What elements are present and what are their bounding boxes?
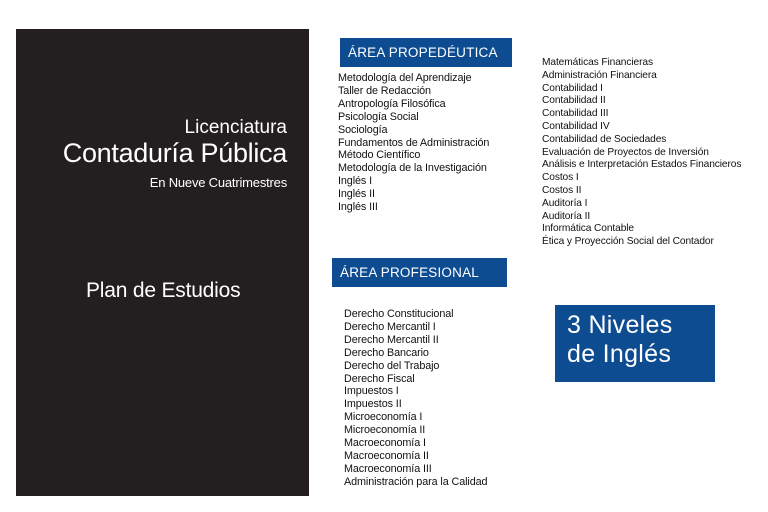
course-item: Metodología de la Investigación	[338, 162, 487, 175]
course-item: Impuestos I	[344, 385, 399, 398]
course-item: Contabilidad I	[542, 82, 603, 94]
profesional-course-list-continued	[542, 57, 741, 249]
course-item: Inglés III	[338, 201, 378, 214]
course-item: Administración Financiera	[542, 69, 657, 81]
course-item: Matemáticas Financieras	[542, 57, 653, 68]
course-item: Derecho Constitucional	[344, 308, 454, 320]
course-item: Metodología del Aprendizaje	[338, 72, 472, 84]
plan-title: Plan de Estudios	[86, 279, 241, 302]
course-item: Informática Contable	[542, 223, 635, 235]
course-item: Contabilidad II	[542, 95, 606, 107]
course-item: Auditoría I	[542, 197, 588, 209]
course-item: Macroeconomía I	[344, 437, 426, 450]
course-item: Costos II	[542, 184, 582, 196]
propedeutica-course-list	[338, 72, 489, 214]
course-item: Antropología Filosófica	[338, 97, 446, 110]
course-item: Derecho Mercantil I	[344, 320, 436, 333]
course-item: Contabilidad de Sociedades	[542, 133, 667, 145]
duration-label: En Nueve Cuatrimestres	[149, 175, 287, 190]
course-item: Fundamentos de Administración	[338, 136, 490, 149]
course-item: Análisis e Interpretación Estados Financieros	[542, 159, 742, 171]
course-item: Derecho Fiscal	[344, 372, 415, 385]
cover-panel	[16, 29, 309, 496]
course-item: Macroeconomía III	[344, 462, 432, 475]
course-item: Inglés I	[338, 175, 373, 188]
course-item: Auditoría II	[542, 210, 591, 222]
course-item: Sociología	[338, 123, 388, 136]
course-item: Derecho Mercantil II	[344, 333, 439, 346]
course-item: Taller de Redacción	[338, 84, 431, 97]
course-item: Ética y Proyección Social del Contador	[542, 236, 714, 248]
course-item: Derecho Bancario	[344, 346, 429, 359]
course-item: Impuestos II	[344, 398, 402, 411]
course-item: Evaluación de Proyectos de Inversión	[542, 146, 709, 158]
course-item: Costos I	[542, 172, 579, 184]
course-item: Inglés II	[338, 188, 375, 201]
course-item: Contabilidad III	[542, 108, 609, 120]
course-item: Administración para la Calidad	[344, 475, 488, 488]
profesional-header: ÁREA PROFESIONAL	[332, 258, 507, 287]
course-item: Microeconomía I	[344, 411, 423, 424]
english-badge-line1: 3 Niveles	[567, 311, 673, 339]
course-item: Método Científico	[338, 149, 421, 162]
course-item: Psicología Social	[338, 110, 419, 123]
career-title: Contaduría Pública	[62, 138, 287, 168]
degree-label: Licenciatura	[184, 117, 287, 138]
course-item: Macroeconomía II	[344, 449, 429, 462]
profesional-course-list	[344, 308, 487, 489]
propedeutica-header: ÁREA PROPEDÉUTICA	[340, 38, 512, 67]
course-item: Contabilidad IV	[542, 120, 610, 132]
course-item: Derecho del Trabajo	[344, 359, 440, 372]
english-levels-badge	[555, 305, 715, 382]
course-item: Microeconomía II	[344, 424, 426, 437]
english-badge-line2: de Inglés	[567, 340, 672, 368]
